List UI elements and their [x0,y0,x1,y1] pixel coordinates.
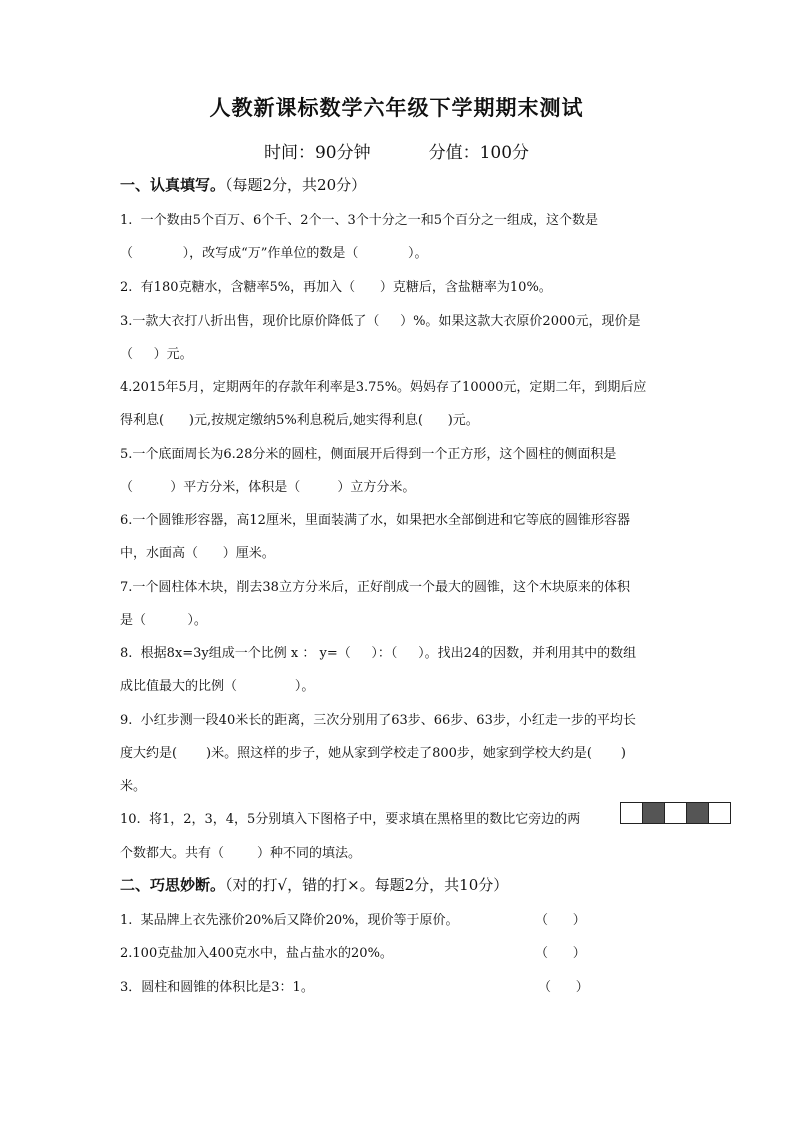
question-9-line-3: 米。 [120,779,147,794]
exam-time: 时间：90分钟 [263,143,371,163]
question-1-line-1: 1. 一个数由5个百万、6个千、2个一、3个十分之一和5个百分之一组成，这个数是 [120,213,599,228]
question-7-line-2: 是（ ）。 [120,613,207,628]
question-8-line-1: 8. 根据8x=3y组成一个比例 x ： y=（ ）：（ ）。找出24的因数，并利用其中的数组 [120,646,637,661]
judge-2-blank: （ ） [535,946,586,961]
question-10-line-2: 个数都大。共有（ ）种不同的填法。 [120,846,362,861]
grid-cell-white [709,803,730,823]
grid-cell-white [621,803,643,823]
judge-1-blank: （ ） [535,913,586,928]
question-4-line-2: 得利息( )元,按规定缴纳5%利息税后,她实得利息( )元。 [120,413,479,428]
question-2: 2. 有180克糖水，含糖率5%，再加入（ ）克糖后，含盐糖率为10%。 [120,280,552,295]
section-1-title: 一、认真填写。 [120,176,226,194]
grid-cell-black [687,803,709,823]
question-10-line-1: 10. 将1，2，3，4，5分别填入下图格子中，要求填在黑格里的数比它旁边的两 [120,812,581,827]
judge-2-text: 2.100克盐加入400克水中，盐占盐水的20%。 [120,946,393,961]
section-2-note: （对的打√，错的打×。每题2分，共10分） [225,876,509,894]
section-1-heading [120,174,366,195]
exam-title: 人教新课标数学六年级下学期期末测试 [209,95,584,120]
grid-cell-white [665,803,687,823]
section-2-heading [120,874,508,895]
question-3-line-1: 3.一款大衣打八折出售，现价比原价降低了（ ）%。如果这款大衣原价2000元，现价是 [120,314,641,329]
question-9-line-1: 9. 小红步测一段40米长的距离，三次分别用了63步、66步、63步，小红走一步的平均长 [120,713,636,728]
judge-3-text: 3．圆柱和圆锥的体积比是3：1。 [120,980,314,995]
question-4-line-1: 4.2015年5月，定期两年的存款年利率是3.75%。妈妈存了10000元，定期二年，到期后应 [120,380,647,395]
question-6-line-1: 6.一个圆锥形容器，高12厘米，里面装满了水，如果把水全部倒进和它等底的圆锥形容器 [120,513,630,528]
judge-3-blank: （ ） [538,980,589,995]
section-1-note: （每题2分，共20分） [225,176,367,194]
grid-cell-black [643,803,665,823]
question-3-line-2: （ ）元。 [120,347,193,362]
section-2-title: 二、巧思妙断。 [120,876,226,894]
exam-score: 分值：100分 [428,143,530,163]
exam-subtitle [0,138,793,163]
question-9-line-2: 度大约是( )米。照这样的步子，她从家到学校走了800步，她家到学校大约是( ) [120,746,626,761]
question-6-line-2: 中，水面高（ ）厘米。 [120,546,275,561]
question-8-line-2: 成比值最大的比例（ ）。 [120,679,315,694]
question-5-line-2: （ ）平方分米，体积是（ ）立方分米。 [120,480,416,495]
question-1-line-2: （ ），改写成“万”作单位的数是（ ）。 [120,246,428,261]
judge-1-text: 1. 某品牌上衣先涨价20%后又降价20%，现价等于原价。 [120,913,459,928]
question-10-grid [620,802,731,824]
question-5-line-1: 5.一个底面周长为6.28分米的圆柱，侧面展开后得到一个正方形，这个圆柱的侧面积是 [120,447,617,462]
question-7-line-1: 7.一个圆柱体木块，削去38立方分米后，正好削成一个最大的圆锥，这个木块原来的体积 [120,580,630,595]
